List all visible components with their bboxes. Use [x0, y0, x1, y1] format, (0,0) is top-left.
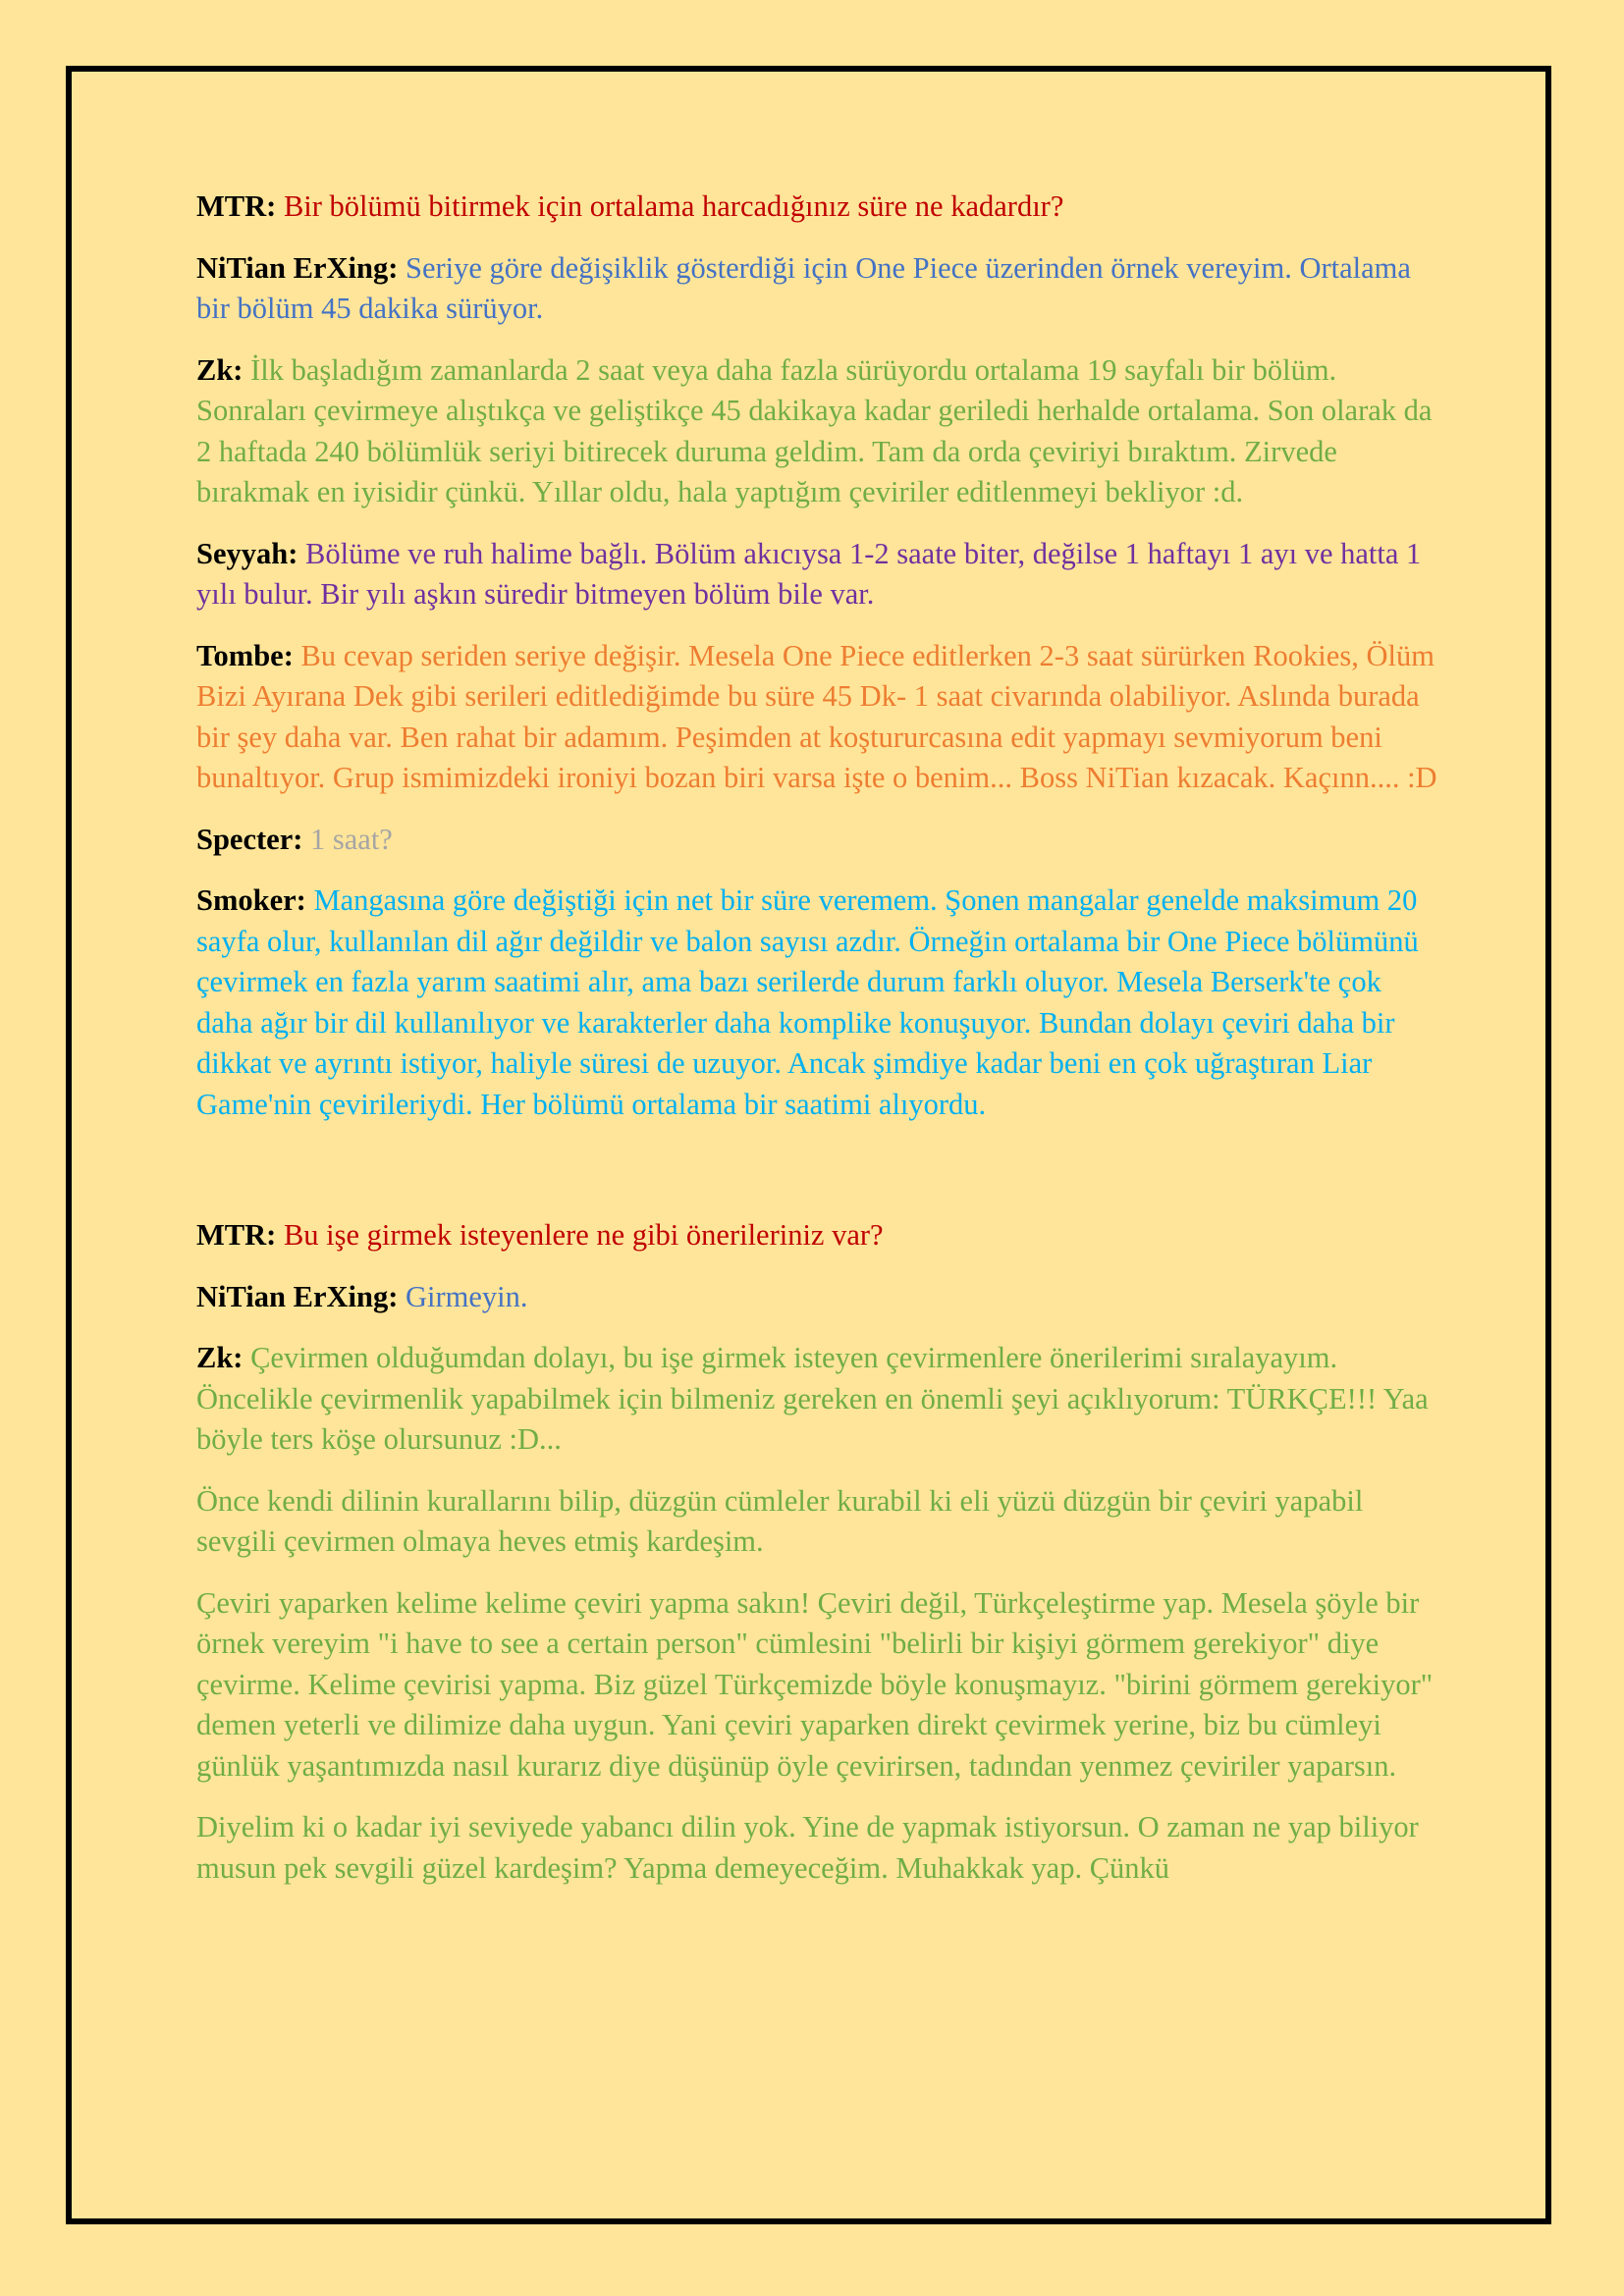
question-paragraph	[196, 1215, 1443, 1256]
answer-continuation	[196, 1481, 1443, 1563]
answer-text: Önce kendi dilinin kurallarını bilip, düzgün cümleler kurabil ki eli yüzü düzgün bir çeviri yapabil sevgili çevirmen olmaya heves etmiş kardeşim.	[196, 1483, 1364, 1558]
answer-text: Bölüme ve ruh halime bağlı. Bölüm akıcıysa 1-2 saate biter, değilse 1 haftayı 1 ayı ve hatta 1 yılı bulur. Bir yılı aşkın süredir bitmeyen bölüm bile var.	[196, 536, 1422, 611]
speaker-name: Zk:	[196, 1341, 244, 1374]
answer-paragraph	[196, 636, 1443, 799]
speaker-name: Seyyah:	[196, 536, 298, 570]
answer-paragraph	[196, 350, 1443, 513]
question-text: Bir bölümü bitirmek için ortalama harcadığınız süre ne kadardır?	[283, 189, 1064, 223]
answer-paragraph	[196, 1277, 1443, 1318]
answer-text: Seriye göre değişiklik gösterdiği için One Piece üzerinden örnek vereyim. Ortalama bir bölüm 45 dakika sürüyor.	[196, 250, 1411, 325]
question-text: Bu işe girmek isteyenlere ne gibi önerileriniz var?	[283, 1218, 884, 1252]
speaker-name: NiTian ErXing:	[196, 250, 399, 285]
speaker-name: Tombe:	[196, 638, 294, 672]
answer-text: Bu cevap seriden seriye değişir. Mesela One Piece editlerken 2-3 saat sürürken Rookies, Ölüm Bizi Ayırana Dek gibi serileri editlediğimde bu süre 45 Dk- 1 saat civarında olabiliyor. Aslında burada bir şey daha var. Ben rahat bir adamım. Peşimden at koştururcasına edit yapmayı sevmiyorum beni bunaltıyor. Grup ismimizdeki ironiyi bozan biri varsa işte o benim... Boss NiTian kızacak. Kaçınn.... :D	[196, 638, 1437, 794]
answer-continuation	[196, 1583, 1443, 1788]
speaker-name: Specter:	[196, 822, 303, 856]
answer-paragraph	[196, 248, 1443, 330]
speaker-name: NiTian ErXing:	[196, 1279, 399, 1313]
answer-paragraph	[196, 881, 1443, 1125]
answer-paragraph	[196, 534, 1443, 615]
interview-text	[196, 187, 1443, 1909]
speaker-name: Smoker:	[196, 883, 306, 917]
answer-text: Mangasına göre değiştiği için net bir süre veremem. Şonen mangalar genelde maksimum 20 sayfa olur, kullanılan dil ağır değildir ve balon sayısı azdır. Örneğin ortalama bir One Piece bölümünü çevirmek en fazla yarım saatimi alır, ama bazı serilerde durum farklı oluyor. Mesela Berserk'te çok daha ağır bir dil kullanılıyor ve karakterler daha komplike konuşuyor. Bundan dolayı çeviri daha bir dikkat ve ayrıntı istiyor, haliyle süresi de uzuyor. Ancak şimdiye kadar beni en çok uğraştıran Liar Game'nin çevirileriydi. Her bölümü ortalama bir saatimi alıyordu.	[196, 883, 1419, 1121]
answer-text: Diyelim ki o kadar iyi seviyede yabancı dilin yok. Yine de yapmak istiyorsun. O zaman ne yap biliyor musun pek sevgili güzel kardeşim? Yapma demeyeceğim. Muhakkak yap. Çünkü	[196, 1810, 1419, 1885]
speaker-name: MTR:	[196, 1218, 277, 1252]
answer-text: İlk başladığım zamanlarda 2 saat veya daha fazla sürüyordu ortalama 19 sayfalı bir bölüm. Sonraları çevirmeye alıştıkça ve geliştikçe 45 dakikaya kadar geriledi herhalde ortalama. Son olarak da 2 haftada 240 bölümlük seriyi bitirecek duruma geldim. Tam da orda çeviriyi bıraktım. Zirvede bırakmak en iyisidir çünkü. Yıllar oldu, hala yaptığım çeviriler editlenmeyi bekliyor :d.	[196, 352, 1433, 508]
answer-continuation	[196, 1807, 1443, 1889]
speaker-name: Zk:	[196, 352, 244, 387]
speaker-name: MTR:	[196, 189, 277, 223]
question-paragraph	[196, 187, 1443, 228]
answer-paragraph	[196, 1338, 1443, 1461]
answer-text: 1 saat?	[310, 822, 393, 856]
answer-text: Çevirmen olduğumdan dolayı, bu işe girmek isteyen çevirmenlere önerilerimi sıralayayım. Öncelikle çevirmenlik yapabilmek için bilmeniz gereken en önemli şeyi açıklıyorum: TÜRKÇE!!! Yaa böyle ters köşe olursunuz :D...	[196, 1341, 1429, 1456]
answer-text: Girmeyin.	[405, 1279, 528, 1313]
answer-text: Çeviri yaparken kelime kelime çeviri yapma sakın! Çeviri değil, Türkçeleştirme yap. Mesela şöyle bir örnek vereyim "i have to see a certain person" cümlesini "belirli bir kişiyi görmem gerekiyor" diye çevirme. Kelime çevirisi yapma. Biz güzel Türkçemizde böyle konuşmayız. "birini görmem gerekiyor" demen yeterli ve dilimize daha uygun. Yani çeviri yaparken direkt çevirmek yerine, biz bu cümleyi günlük yaşantımızda nasıl kurarız diye düşünüp öyle çevirirsen, tadından yenmez çeviriler yaparsın.	[196, 1585, 1434, 1783]
answer-paragraph	[196, 820, 1443, 861]
